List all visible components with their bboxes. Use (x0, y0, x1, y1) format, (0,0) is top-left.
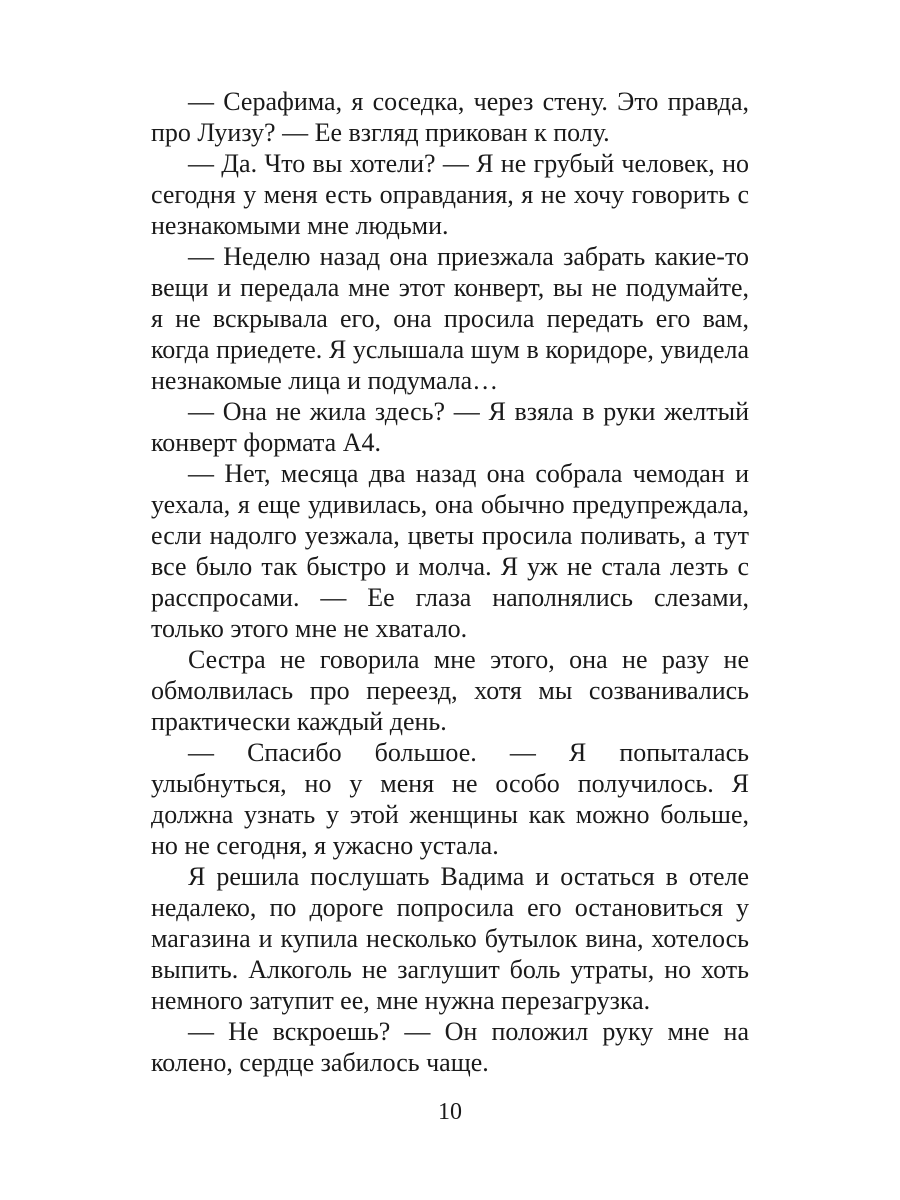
paragraph-4: — Она не жила здесь? — Я взяла в руки желтый конверт формата А4. (151, 397, 749, 457)
paragraph-2: — Да. Что вы хотели? — Я не грубый человек, но сегодня у меня есть оправдания, я не хочу говорить с незнакомыми мне людьми. (151, 149, 749, 240)
paragraph-7: — Спасибо большое. — Я попыталась улыбнуться, но у меня не особо получилось. Я должна узнать у этой женщины как можно больше, но не сегодня, я ужасно устала. (151, 738, 749, 860)
body-text (151, 86, 749, 1078)
paragraph-9: — Не вскроешь? — Он положил руку мне на колено, сердце забилось чаще. (151, 1017, 749, 1077)
page-number: 10 (438, 1099, 462, 1125)
paragraph-3: — Неделю назад она приезжала забрать какие-то вещи и передала мне этот конверт, вы не подумайте, я не вскрывала его, она просила передать его вам, когда приедете. Я услышала шум в коридоре, увидела незнакомые лица и подумала… (151, 242, 749, 395)
paragraph-1: — Серафима, я соседка, через стену. Это правда, про Луизу? — Ее взгляд прикован к полу. (151, 87, 749, 147)
paragraph-8: Я решила послушать Вадима и остаться в отеле недалеко, по дороге попросила его остановиться у магазина и купила несколько бутылок вина, хотелось выпить. Алкоголь не заглушит боль утраты, но хоть немного затупит ее, мне нужна перезагрузка. (151, 862, 749, 1015)
paragraph-5: — Нет, месяца два назад она собрала чемодан и уехала, я еще удивилась, она обычно предупреждала, если надолго уезжала, цветы просила поливать, а тут все было так быстро и молча. Я уж не стала лезть с расспросами. — Ее глаза наполнялись слезами, только этого мне не хватало. (151, 459, 749, 643)
paragraph-6: Сестра не говорила мне этого, она не разу не обмолвилась про переезд, хотя мы созванивались практически каждый день. (151, 645, 749, 736)
